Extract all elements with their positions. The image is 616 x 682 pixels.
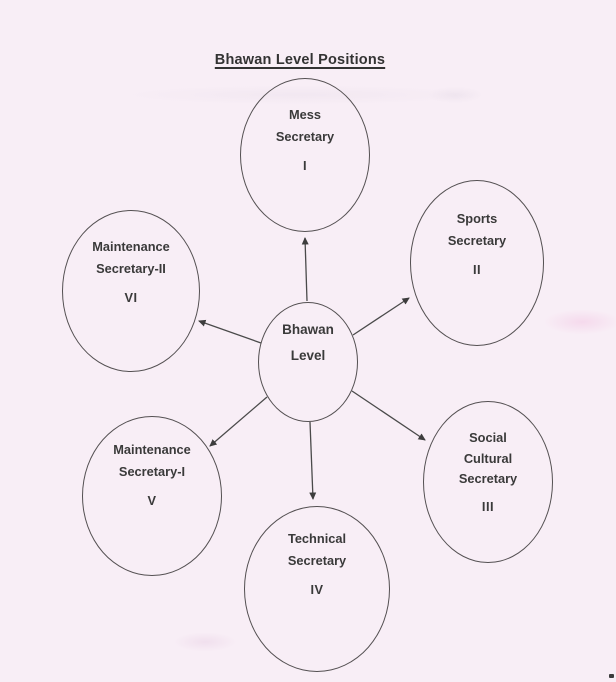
- node-label-line: Technical: [287, 531, 347, 546]
- node-label-line: Secretary-I: [118, 464, 186, 479]
- node-numeral: III: [481, 498, 495, 514]
- node-numeral: V: [147, 493, 157, 508]
- node-label-line: Social: [469, 430, 507, 445]
- node-bhawan-level-center: [258, 302, 358, 422]
- arrow-center-to-maintenance-1: [210, 397, 267, 446]
- node-label-line: Secretary: [447, 233, 507, 248]
- node-maintenance-secretary-2: [62, 210, 200, 372]
- node-numeral: VI: [124, 290, 138, 305]
- node-label-line: Secretary: [275, 129, 335, 144]
- arrow-center-to-social-cultural: [352, 391, 425, 440]
- scan-artifact-dot: [609, 674, 614, 678]
- node-label-line: Maintenance: [113, 442, 191, 457]
- node-numeral: I: [302, 158, 308, 173]
- node-social-cultural-secretary: [423, 401, 553, 563]
- node-numeral: IV: [310, 582, 324, 597]
- node-label-line: Cultural: [463, 450, 513, 466]
- node-label-line: Level: [290, 348, 326, 363]
- node-label-line: Maintenance: [92, 239, 170, 254]
- node-label-line: Secretary: [458, 471, 518, 486]
- node-mess-secretary: [240, 78, 370, 232]
- node-sports-secretary: [410, 180, 544, 346]
- node-maintenance-secretary-1: [82, 416, 222, 576]
- arrow-center-to-maintenance-2: [199, 321, 261, 343]
- arrow-center-to-sports: [353, 298, 409, 335]
- arrow-center-to-mess: [305, 238, 307, 301]
- node-label-line: Bhawan: [282, 322, 334, 337]
- node-label-line: Sports: [456, 211, 498, 226]
- node-label-line: Mess: [288, 107, 321, 122]
- node-technical-secretary: [244, 506, 390, 672]
- node-label-line: Secretary: [287, 553, 347, 568]
- node-label-line: Secretary-II: [96, 261, 166, 276]
- page-title: Bhawan Level Positions: [214, 52, 386, 68]
- arrow-center-to-technical: [310, 422, 313, 499]
- node-numeral: II: [472, 262, 482, 277]
